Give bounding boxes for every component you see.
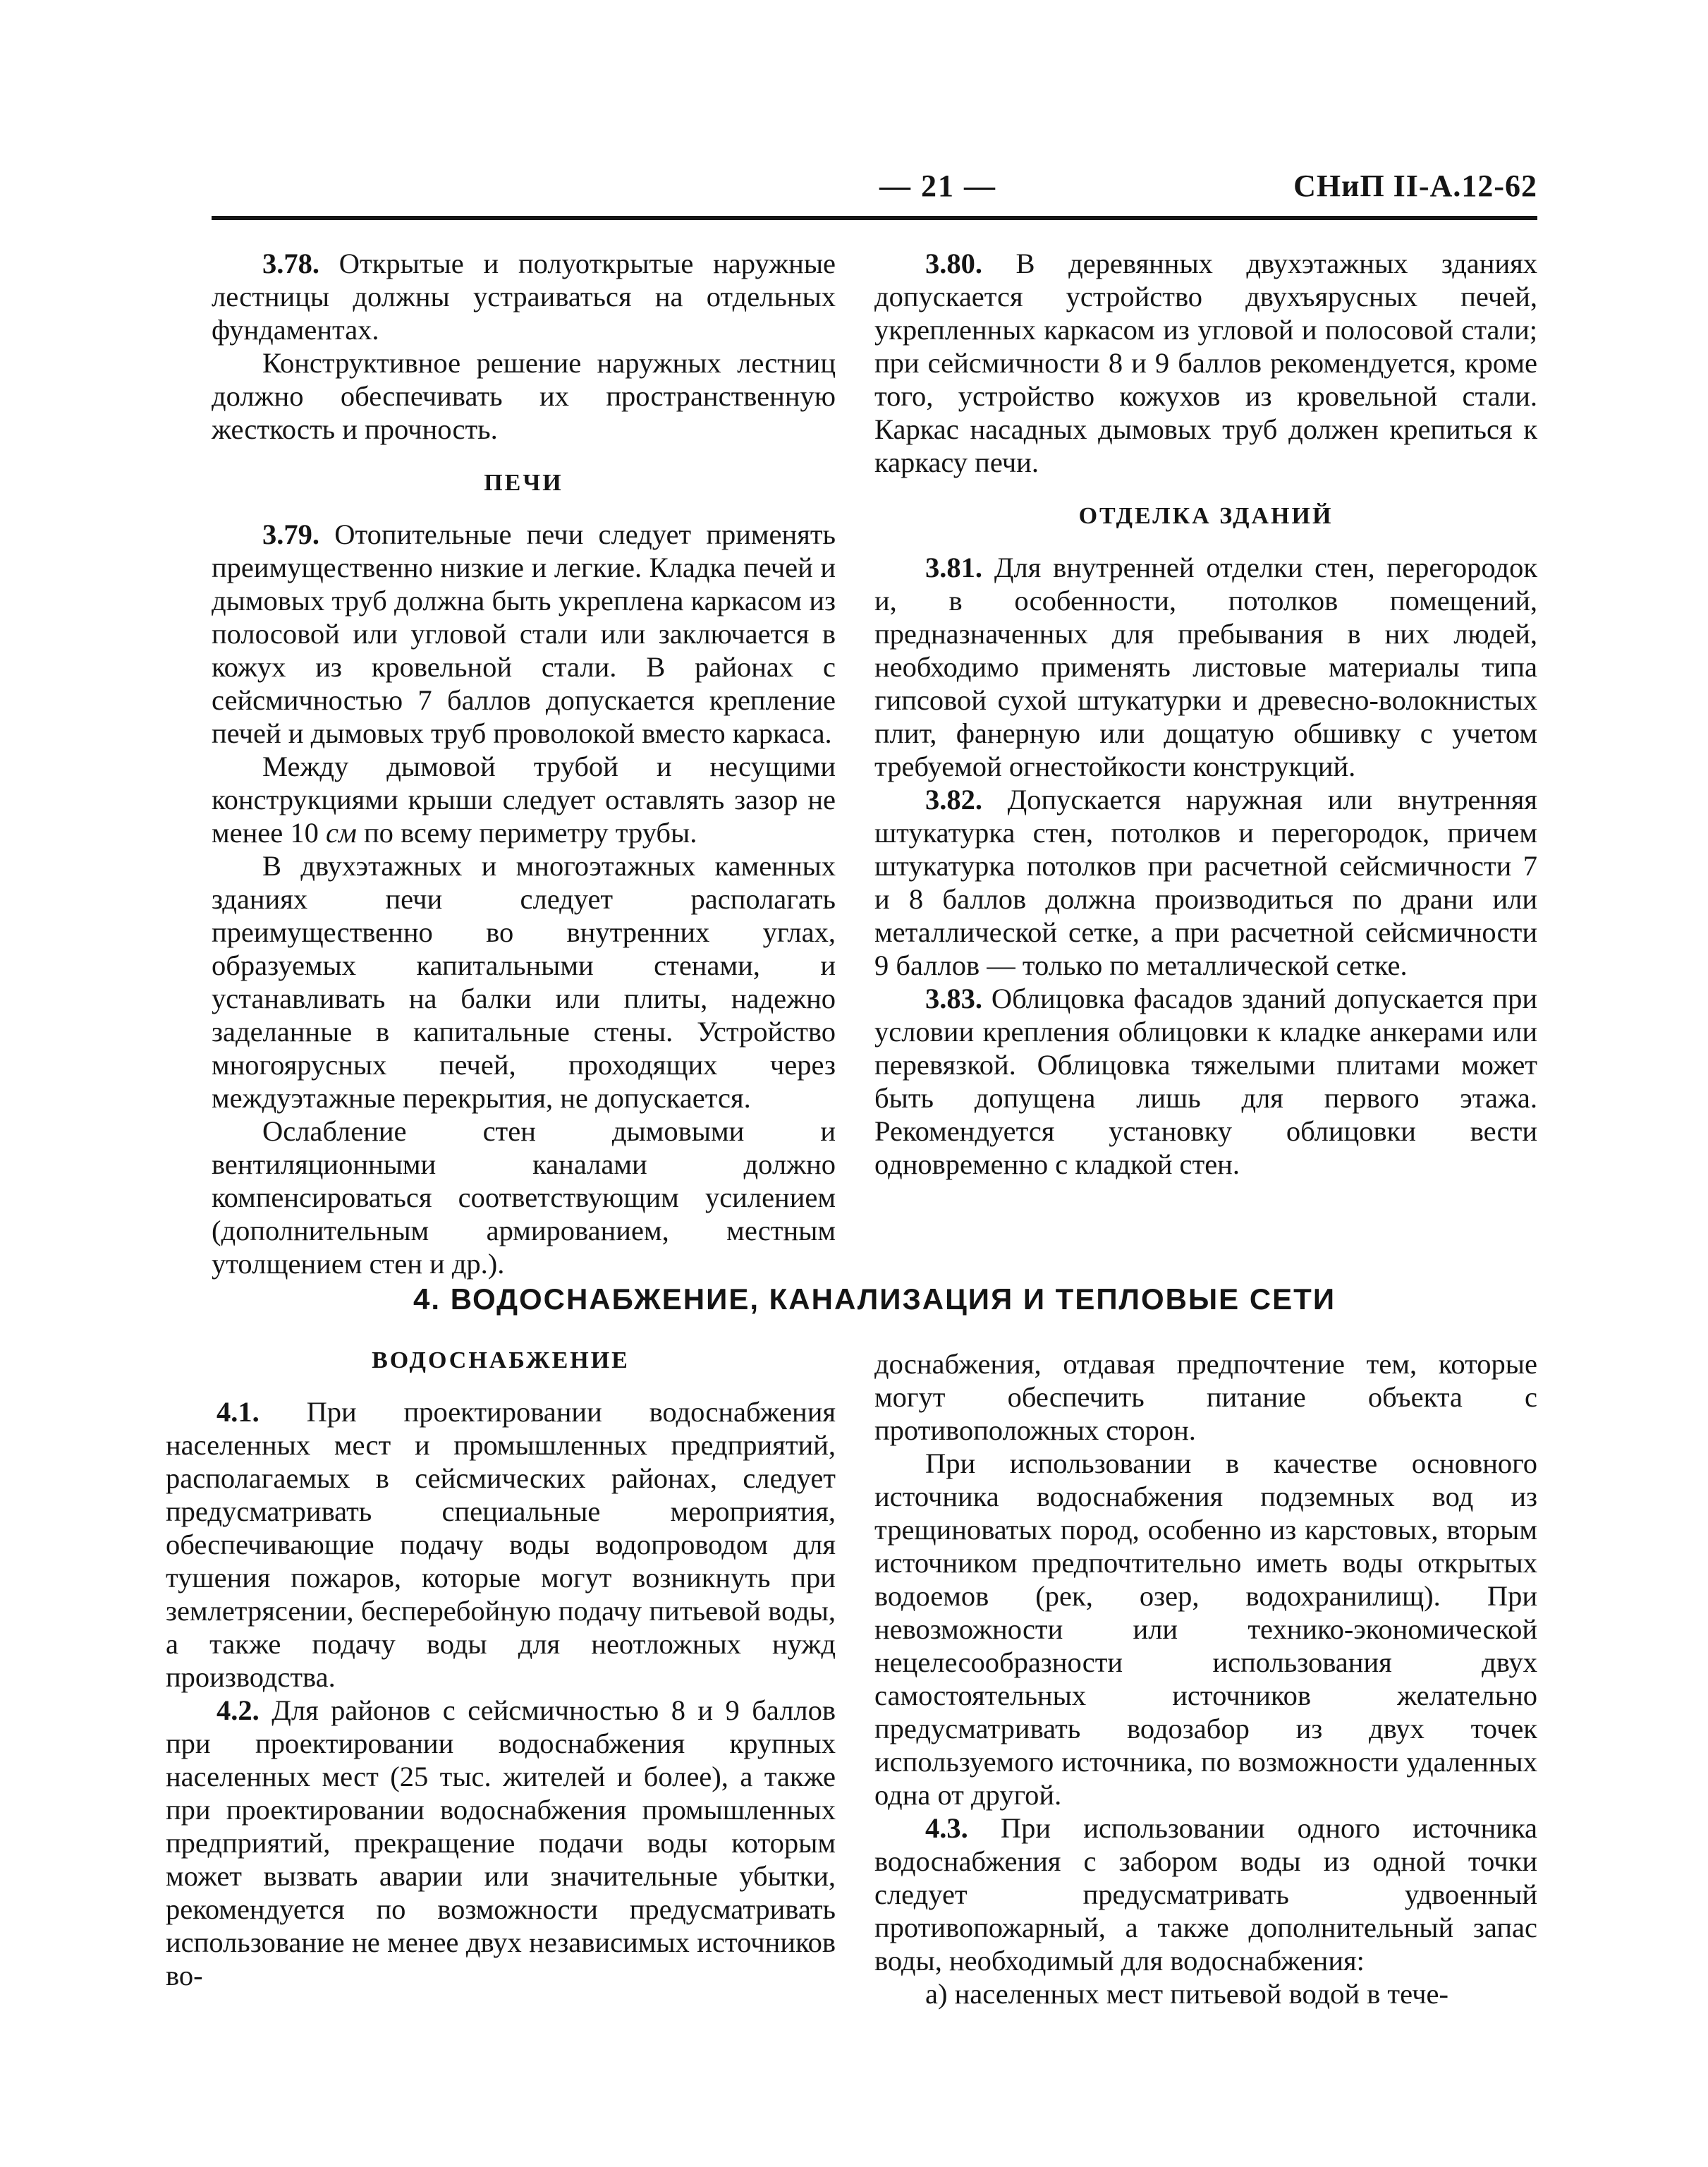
clause-number: 3.79. — [262, 518, 319, 550]
document-code: СНиП II-А.12-62 — [1293, 169, 1537, 203]
heading-stoves: ПЕЧИ — [484, 470, 563, 496]
paragraph-3-78 — [212, 247, 836, 346]
upper-right-column — [874, 247, 1537, 1181]
lower-right-column — [874, 1347, 1537, 2010]
clause-number: 3.82. — [925, 784, 982, 815]
paragraph-3-81 — [874, 551, 1537, 783]
upper-left-column — [212, 247, 836, 1280]
clause-number: 3.83. — [925, 983, 982, 1014]
paragraph-4-1 — [166, 1395, 836, 1694]
clause-number: 3.78. — [262, 248, 319, 279]
paragraph-4-2-continued: доснабжения, отдавая предпочтение тем, которые могут обеспечить питание объекта с противоположных сторон. — [874, 1348, 1537, 1446]
paragraph-3-82 — [874, 783, 1537, 982]
paragraph-3-80 — [874, 247, 1537, 479]
clause-number: 4.3. — [925, 1812, 968, 1844]
paragraph-text: Для внутренней отделки стен, перегородок и, в особенности, потолков помещений, предназначенных для пребывания в них людей, необходимо применять листовые материалы типа гипсовой сухой штукатурки и древесно-волокнистых плит, фанерную или дощатую обшивку с учетом требуемой огнестойкости конструкций. — [874, 552, 1538, 782]
paragraph-text: Отопительные печи следует применять преимущественно низкие и легкие. Кладка печей и дымовых труб должна быть укреплена каркасом из полосовой или угловой стали или заключается в кожух из кровельной стали. В районах с сейсмичностью 7 баллов допускается крепление печей и дымовых труб проволокой вместо каркаса. — [212, 518, 836, 749]
clause-number: 3.81. — [925, 552, 982, 583]
unit-cm: см — [325, 817, 357, 849]
paragraph-groundwater: При использовании в качестве основного источника водоснабжения подземных вод из трещиноватых пород, особенно из карстовых, вторым источником предпочтительно иметь воды открытых водоемов (рек, озер, водохранилищ). При невозможности или технико-экономической нецелесообразности использования двух самостоятельных источников желательно предусматривать водозабор из двух точек используемого источника, по возможности удаленных одна от другой. — [874, 1447, 1537, 1811]
paragraph-text: В деревянных двухэтажных зданиях допускается устройство двухъярусных печей, укрепленных каркасом из угловой и полосовой стали; при сейсмичности 8 и 9 баллов рекомендуется, кроме того, устройство кожухов из кровельной стали. Каркас насадных дымовых труб должен крепиться к каркасу печи. — [874, 248, 1538, 478]
page-number: — 21 — — [879, 169, 996, 203]
paragraph-3-78-cont: Конструктивное решение наружных лестниц должно обеспечивать их пространственную жесткость и прочность. — [212, 347, 836, 445]
lower-left-column — [166, 1347, 836, 1992]
paragraph-3-79-gap — [212, 750, 836, 849]
paragraph-text: При использовании одного источника водоснабжения с забором воды из одной точки следует предусматривать удвоенный противопожарный, а также дополнительный запас воды, необходимый для водоснабжения: — [874, 1812, 1538, 1977]
paragraph-3-79-channels: Ослабление стен дымовыми и вентиляционными каналами должно компенсироваться соответствующим усилением (дополнительным армированием, местным утолщением стен и др.). — [212, 1115, 836, 1280]
paragraph-4-3 — [874, 1811, 1537, 1977]
paragraph-3-79 — [212, 518, 836, 750]
paragraph-text: При проектировании водоснабжения населенных мест и промышленных предприятий, располагаемых в сейсмических районах, следует предусматривать специальные мероприятия, обеспечивающие подачу воды водопроводом для тушения пожаров, которые могут возникнуть при землетрясении, бесперебойную подачу питьевой воды, а также подачу воды для неотложных нужд производства. — [166, 1396, 836, 1693]
paragraph-text: Допускается наружная или внутренняя штукатурка стен, потолков и перегородок, причем штукатурка потолков при расчетной сейсмичности 7 и 8 баллов должна производиться по драни или металлической сетке, а при расчетной сейсмичности 9 баллов — только по металлической сетке. — [874, 784, 1537, 981]
paragraph-4-2 — [166, 1694, 836, 1992]
clause-number: 3.80. — [925, 248, 982, 279]
heading-water-supply: ВОДОСНАБЖЕНИЕ — [372, 1347, 630, 1373]
paragraph-text: Для районов с сейсмичностью 8 и 9 баллов при проектировании водоснабжения крупных населенных мест (25 тыс. жителей и более), а также при проектировании водоснабжения промышленных предприятий, прекращение подачи воды которым может вызвать аварии или значительные убытки, рекомендуется по возможности предусматривать использование не менее двух независимых источников во- — [166, 1694, 836, 1991]
clause-number: 4.1. — [216, 1396, 260, 1428]
paragraph-3-83 — [874, 982, 1537, 1181]
paragraph-3-79-placement: В двухэтажных и многоэтажных каменных зданиях печи следует располагать преимущественно во внутренних углах, образуемых капитальными стенами, и устанавливать на балки или плиты, надежно заделанные в капитальные стены. Устройство многоярусных печей, проходящих через междуэтажные перекрытия, не допускается. — [212, 850, 836, 1114]
paragraph-text: по всему периметру трубы. — [363, 817, 697, 849]
heading-building-finish: ОТДЕЛКА ЗДАНИЙ — [1078, 503, 1334, 529]
clause-number: 4.2. — [216, 1694, 260, 1726]
paragraph-4-3-a: а) населенных мест питьевой водой в тече- — [925, 1978, 1448, 2010]
header-rule — [212, 216, 1537, 220]
paragraph-text: Между дымовой трубой и несущими конструкциями крыши следует оставлять зазор не менее 10 — [212, 751, 836, 849]
paragraph-text: Облицовка фасадов зданий допускается при условии крепления облицовки к кладке анкерами или перевязкой. Облицовка тяжелыми плитами может быть допущена лишь для первого этажа. Рекомендуется установку облицовки вести одновременно с кладкой стен. — [874, 983, 1538, 1180]
paragraph-text: Открытые и полуоткрытые наружные лестницы должны устраиваться на отдельных фундаментах. — [212, 248, 836, 346]
section-title: 4. ВОДОСНАБЖЕНИЕ, КАНАЛИЗАЦИЯ И ТЕПЛОВЫЕ СЕТИ — [413, 1282, 1336, 1316]
